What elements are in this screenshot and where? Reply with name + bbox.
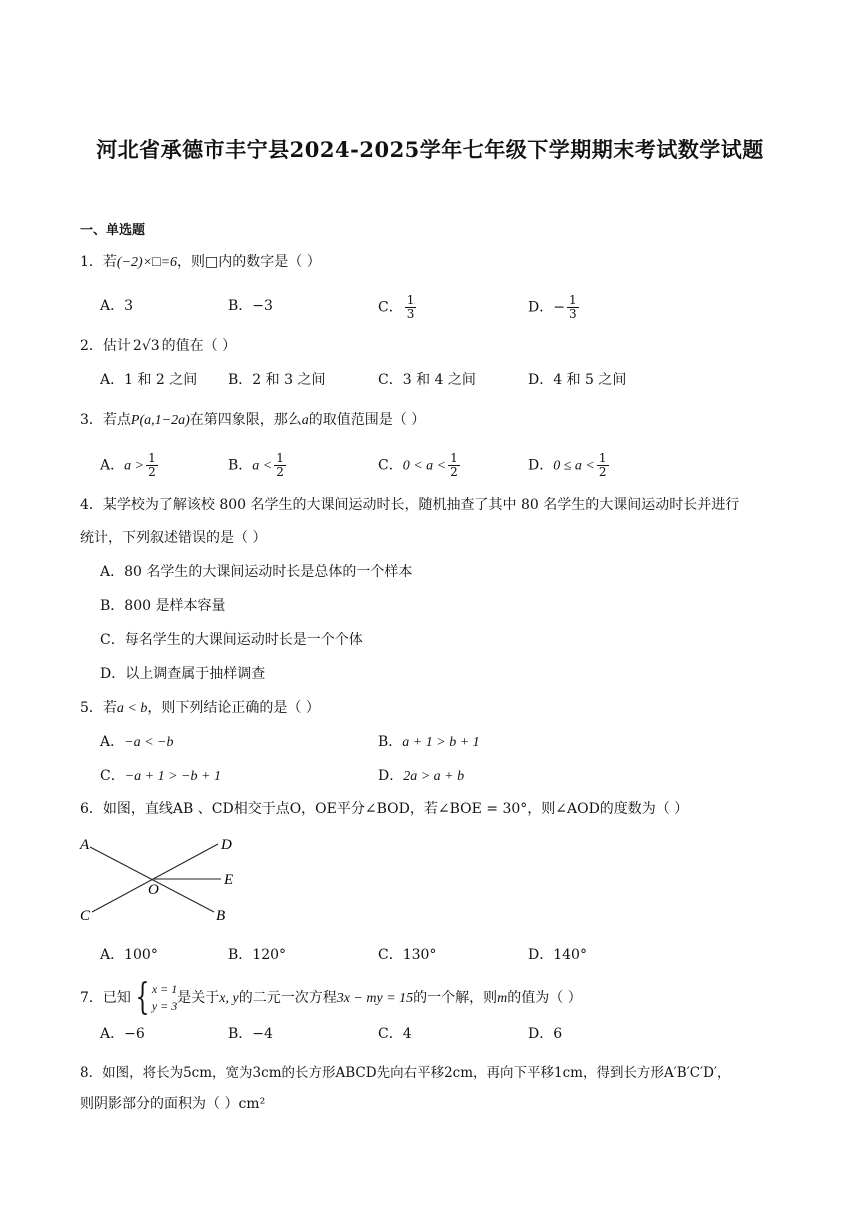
q4-option-b[interactable]: B．800 是样本容量 [100,598,226,614]
question-8-line-2: 则阴影部分的面积为（ ）cm² [80,1096,266,1112]
q5-option-c[interactable]: C．−a + 1 > −b + 1 [100,768,221,784]
q1-option-a[interactable]: A．3 [100,298,134,314]
q5-option-d[interactable]: D．2a > a + b [378,768,465,784]
q4-option-d[interactable]: D．以上调查属于抽样调查 [100,666,266,682]
q6-option-a[interactable]: A．100° [100,947,158,963]
q5-option-a[interactable]: A．−a < −b [100,734,174,750]
fraction: $\frac{1}{2}$ [450,451,458,479]
section-heading: 一、单选题 [80,223,146,238]
q7-option-b[interactable]: B．−4 [228,1026,273,1042]
q6-option-b[interactable]: B．120° [228,947,287,963]
q6-figure [76,832,256,932]
q6-option-d[interactable]: D．140° [528,947,587,963]
fraction: $\frac{1}{2}$ [148,451,156,479]
fraction: $\frac{1}{2}$ [598,451,607,479]
q7-option-d[interactable]: D．6 [528,1026,563,1042]
q4-option-a[interactable]: A．80 名学生的大课间运动时长是总体的一个样本 [100,564,413,580]
q5-option-b[interactable]: B．a + 1 > b + 1 [378,734,480,750]
q7-option-c[interactable]: C．4 [378,1026,412,1042]
question-3: 3．若点P(a,1−2a)在第四象限，那么a的取值范围是（ ） [80,412,426,428]
line-cd [92,844,218,912]
q3-option-b[interactable]: B．a < $\frac{1}{2}$ [228,451,284,479]
q3-option-d[interactable]: D．0 ≤ a < $\frac{1}{2}$ [528,451,607,479]
q6-option-c[interactable]: C．130° [378,947,437,963]
label-a: A [80,837,90,853]
label-c: C [80,908,91,924]
q7-equation-system: { x = 1 y = 3 [135,977,178,1018]
label-b: B [216,908,226,924]
q3-option-a[interactable]: A．a > $\frac{1}{2}$ [100,451,156,479]
question-5: 5．若a < b，则下列结论正确的是（ ） [80,700,320,716]
q3-point: P(a,1−2a) [130,413,190,428]
question-8-line-1: 8．如图，将长为5cm，宽为3cm的长方形ABCD先向右平移2cm，再向下平移1cm，得到长方形A′B′C′D′， [80,1065,731,1081]
q1-option-d[interactable]: D．− $\frac{1}{3}$ [528,293,577,321]
q1-option-b[interactable]: B．−3 [228,298,273,314]
q5-condition: a < b [116,701,148,716]
label-e: E [224,872,234,888]
question-6: 6．如图，直线AB 、CD相交于点O，OE平分∠BOD，若∠BOE = 30°，则∠AOD的度数为（ ） [80,801,689,817]
page-title: 河北省承德市丰宁县2024-2025学年七年级下学期期末考试数学试题 [96,137,764,162]
fraction: $\frac{1}{3}$ [406,293,415,321]
q1-option-c[interactable]: C． $\frac{1}{3}$ [378,293,415,321]
question-2: 2．估计 2√3 的值在（ ） [80,338,237,354]
q7-option-a[interactable]: A．−6 [100,1026,145,1042]
q2-option-b[interactable]: B．2 和 3 之间 [228,372,326,388]
fraction: $\frac{1}{2}$ [276,451,284,479]
label-d: D [221,837,232,853]
q4-option-c[interactable]: C．每名学生的大课间运动时长是一个个体 [100,632,363,648]
q7-equation: 3x − my = 15 [336,991,414,1006]
q2-option-c[interactable]: C．3 和 4 之间 [378,372,476,388]
q2-expression: 2√3 [132,338,160,354]
q2-option-d[interactable]: D．4 和 5 之间 [528,372,627,388]
q1-expression: (−2)×□=6 [116,255,178,270]
fraction: $\frac{1}{3}$ [568,293,577,321]
question-4-line-1: 4．某学校为了解该校 800 名学生的大课间运动时长，随机抽查了其中 80 名学生的大课间运动时长并进行 [80,497,740,513]
question-4-line-2: 统计，下列叙述错误的是（ ） [80,530,267,546]
q3-option-c[interactable]: C．0 < a < $\frac{1}{2}$ [378,451,458,479]
q2-option-a[interactable]: A．1 和 2 之间 [100,372,198,388]
question-7: 7．已知 { x = 1 y = 3 是关于x, y的二元一次方程3x − my = 15的一个解，则m的值为（ ） [80,977,582,1018]
question-1: 1．若(−2)×□=6，则□内的数字是（ ） [80,254,321,270]
label-o: O [148,882,159,898]
